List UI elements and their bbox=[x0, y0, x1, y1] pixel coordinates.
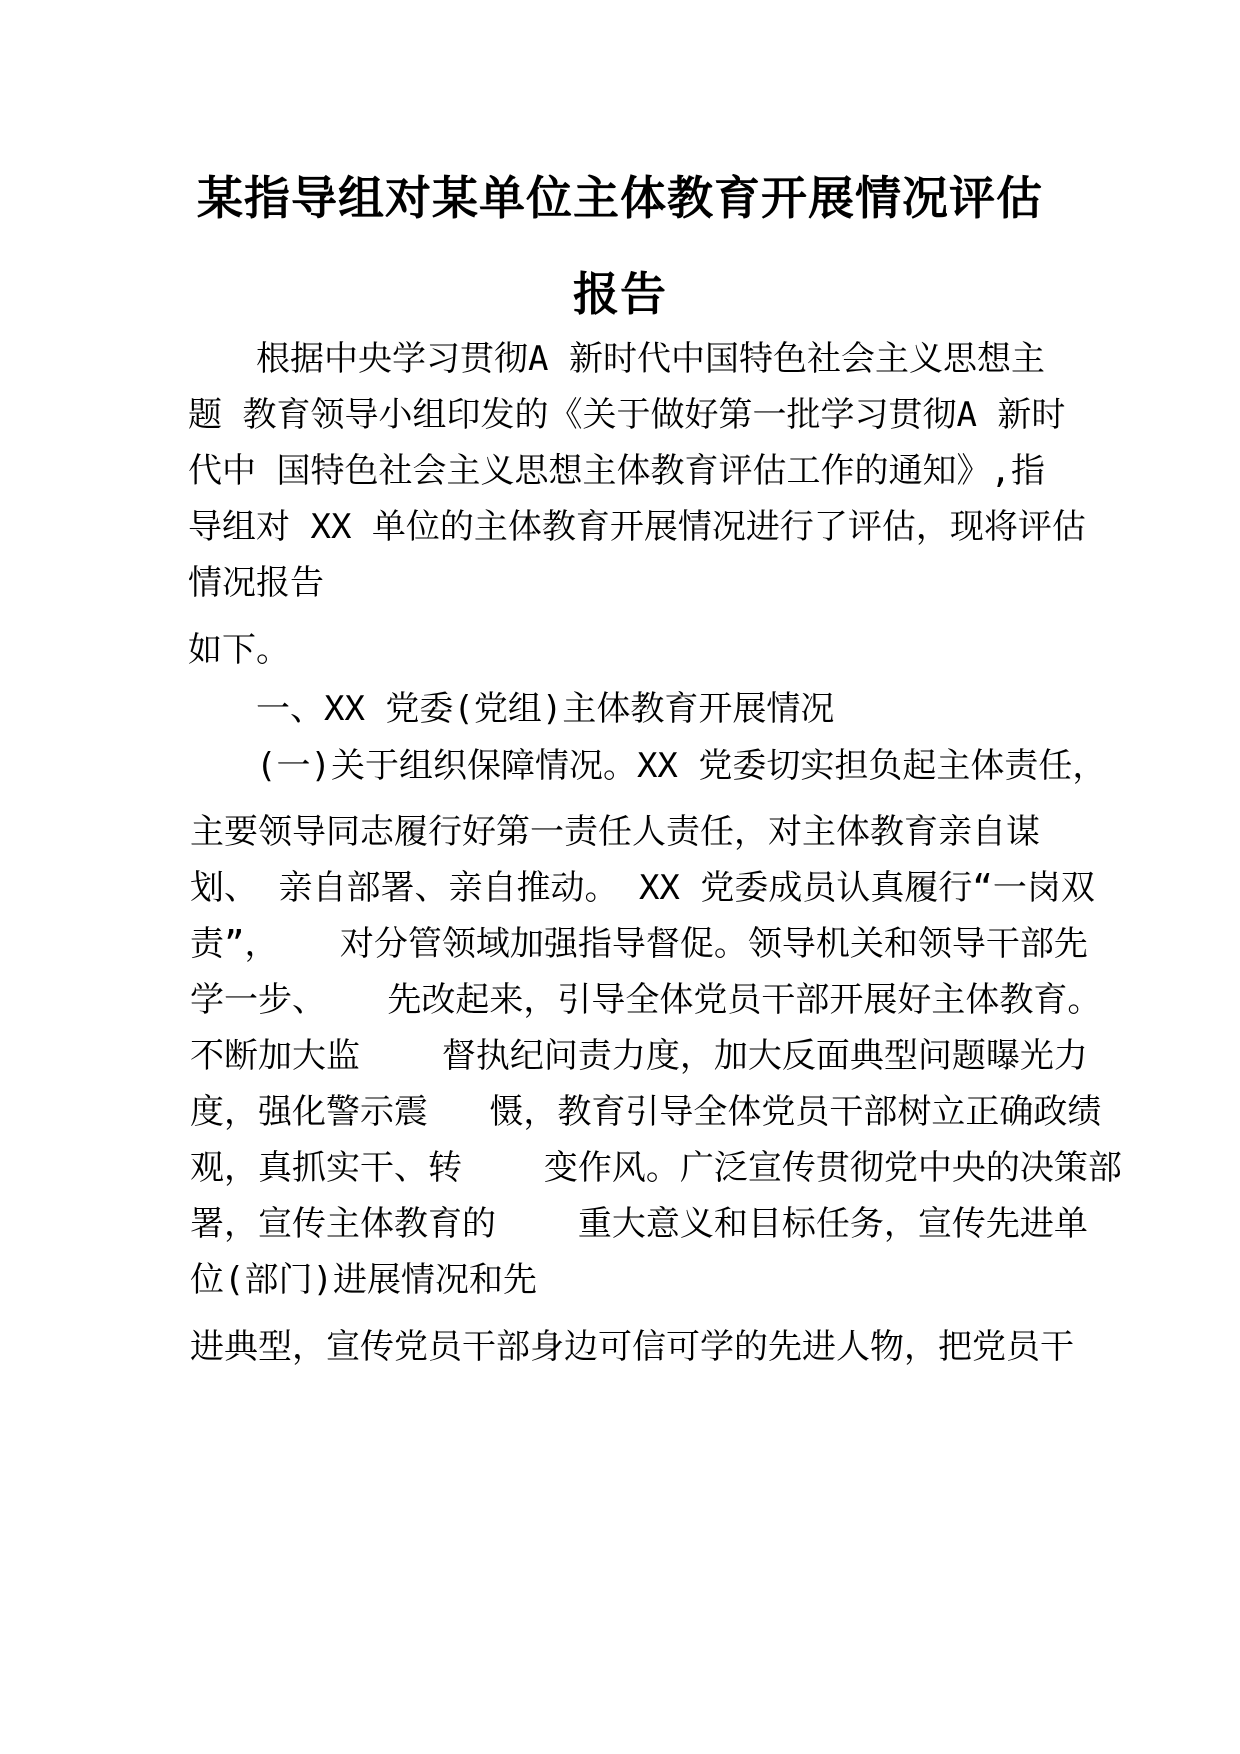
body-line: 划、 亲自部署、亲自推动。 XX 党委成员认真履行“一岗双 bbox=[190, 868, 1095, 908]
section-heading: 一、XX 党委(党组)主体教育开展情况 bbox=[256, 689, 835, 729]
body-line: 责”， 对分管领域加强指导督促。领导机关和领导干部先 bbox=[190, 924, 1088, 964]
body-line: 不断加大监 督执纪问责力度，加大反面典型问题曝光力 bbox=[190, 1036, 1088, 1076]
body-line: 根据中央学习贯彻A 新时代中国特色社会主义思想主 bbox=[256, 339, 1045, 379]
body-line: 情况报告 bbox=[188, 563, 324, 603]
body-line: 如下。 bbox=[188, 630, 290, 670]
body-line: 题 教育领导小组印发的《关于做好第一批学习贯彻A 新时 bbox=[188, 395, 1066, 435]
body-line: 署，宣传主体教育的 重大意义和目标任务，宣传先进单 bbox=[190, 1204, 1088, 1244]
body-line: 代中 国特色社会主义思想主体教育评估工作的通知》,指 bbox=[188, 451, 1045, 491]
body-line: 进典型，宣传党员干部身边可信可学的先进人物，把党员干 bbox=[190, 1327, 1074, 1367]
body-line: 主要领导同志履行好第一责任人责任，对主体教育亲自谋 bbox=[190, 812, 1040, 852]
body-line: 度，强化警示震 慑，教育引导全体党员干部树立正确政绩 bbox=[190, 1092, 1102, 1132]
subsection-heading: (一)关于组织保障情况。XX 党委切实担负起主体责任， bbox=[256, 746, 1107, 786]
body-line: 学一步、 先改起来，引导全体党员干部开展好主体教育。 bbox=[190, 980, 1102, 1020]
document-title-line-1: 某指导组对某单位主体教育开展情况评估 bbox=[197, 171, 1043, 225]
body-line: 观，真抓实干、转 变作风。广泛宣传贯彻党中央的决策部 bbox=[190, 1148, 1122, 1188]
document-title-line-2: 报告 bbox=[573, 267, 667, 321]
body-line: 位(部门)进展情况和先 bbox=[190, 1260, 537, 1300]
body-line: 导组对 XX 单位的主体教育开展情况进行了评估，现将评估 bbox=[188, 507, 1086, 547]
